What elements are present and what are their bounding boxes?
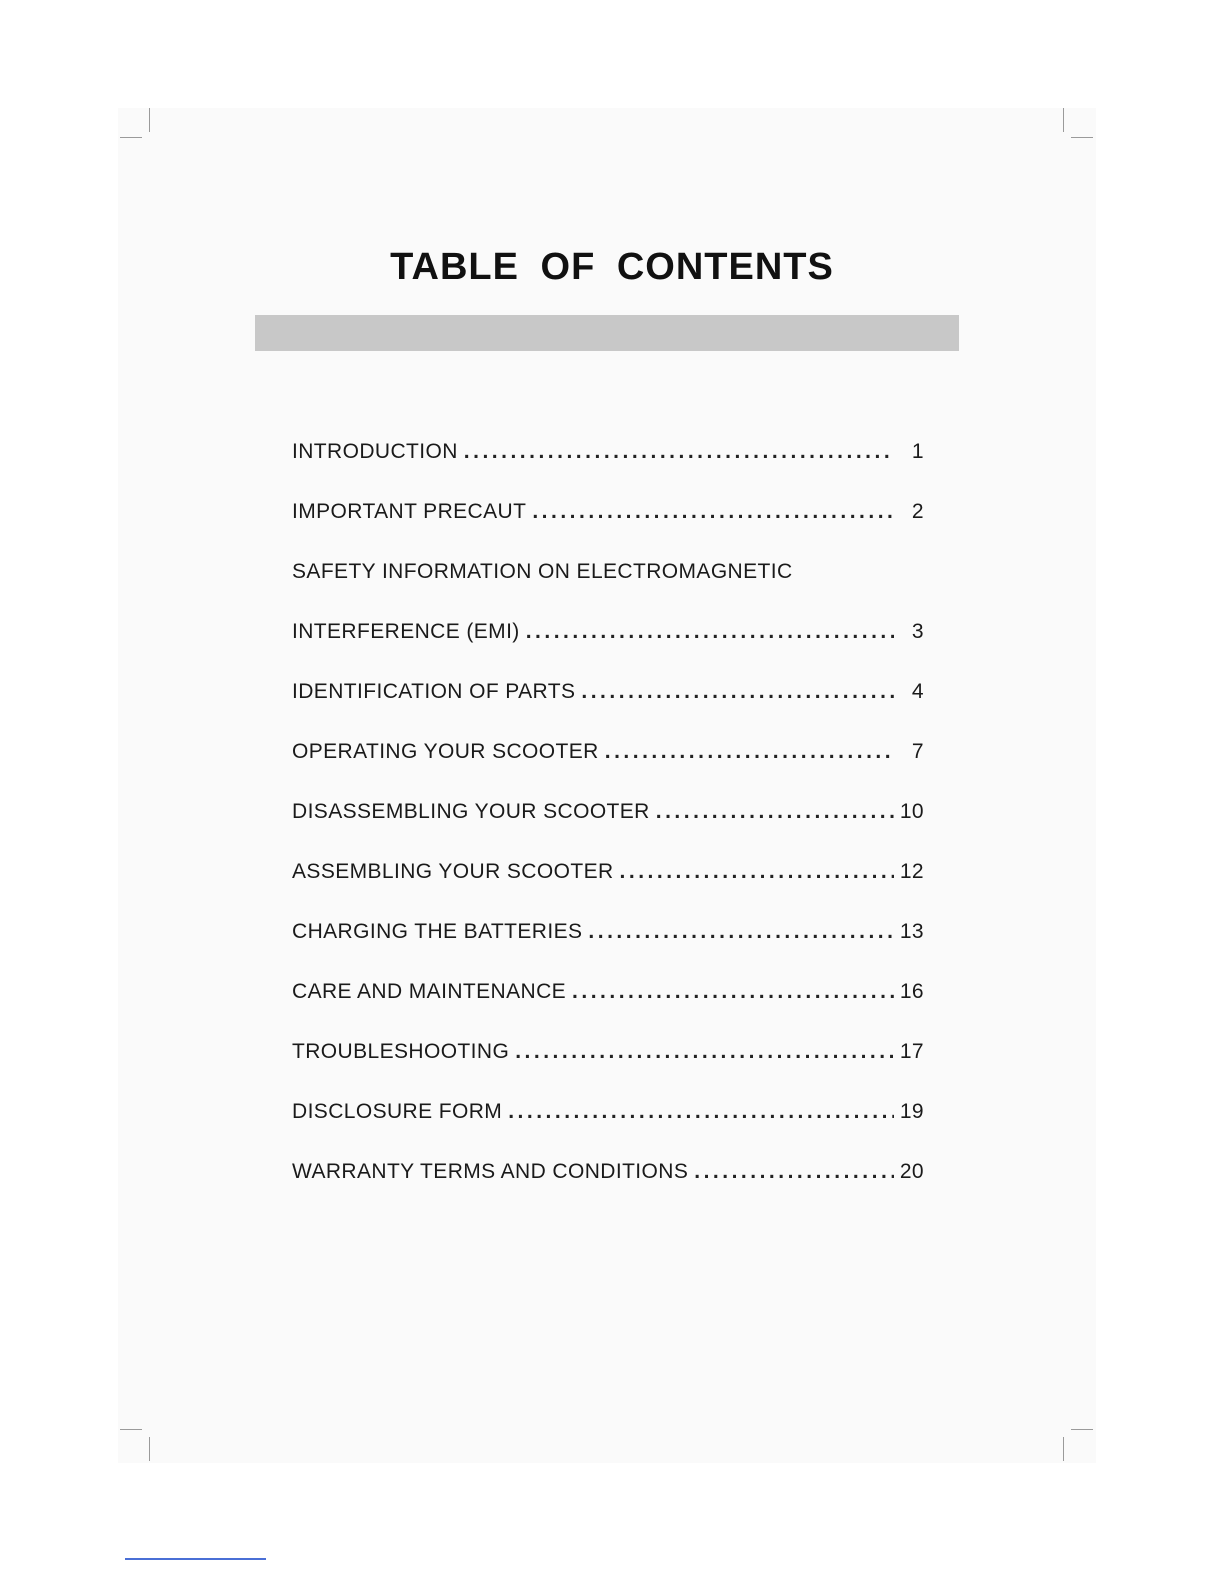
toc-entry[interactable]	[292, 500, 924, 560]
toc-dot-leader	[532, 500, 894, 524]
toc-entry[interactable]	[292, 1160, 924, 1220]
toc-entry-label: DISCLOSURE FORM	[292, 1100, 503, 1123]
toc-entry[interactable]	[292, 620, 924, 680]
toc-entry-page: 3	[911, 620, 924, 643]
title-divider-bar	[255, 315, 959, 351]
toc-entry[interactable]	[292, 560, 924, 620]
toc-entry-page: 2	[911, 500, 924, 523]
toc-entry-page: 10	[899, 800, 924, 823]
toc-entry-page: 17	[899, 1040, 924, 1063]
toc-entry-label: CHARGING THE BATTERIES	[292, 920, 583, 943]
toc-entry[interactable]	[292, 920, 924, 980]
toc-entry[interactable]	[292, 740, 924, 800]
toc-entry-label: SAFETY INFORMATION ON ELECTROMAGNETIC	[292, 560, 793, 583]
crop-mark-bottom-right	[1071, 1429, 1093, 1430]
crop-mark-bottom-left	[149, 1437, 150, 1461]
toc-entry-label: CARE AND MAINTENANCE	[292, 980, 567, 1003]
toc-entry-label: OPERATING YOUR SCOOTER	[292, 740, 599, 763]
crop-mark-top-left	[120, 137, 142, 138]
toc-entry-page: 4	[911, 680, 924, 703]
toc-entry-page: 12	[899, 860, 924, 883]
toc-entry[interactable]	[292, 1100, 924, 1160]
toc-entry-label: ASSEMBLING YOUR SCOOTER	[292, 860, 614, 883]
crop-mark-bottom-left	[120, 1429, 142, 1430]
toc-entry-page: 16	[899, 980, 924, 1003]
toc-dot-leader	[464, 440, 894, 464]
crop-mark-top-left	[149, 108, 150, 132]
table-of-contents	[292, 440, 924, 1220]
toc-entry-label: IDENTIFICATION OF PARTS	[292, 680, 576, 703]
toc-entry-label: INTERFERENCE (EMI)	[292, 620, 520, 643]
page-title: TABLE OF CONTENTS	[390, 246, 834, 288]
crop-mark-bottom-right	[1063, 1437, 1064, 1461]
toc-dot-leader	[694, 1160, 894, 1184]
toc-dot-leader	[508, 1100, 894, 1124]
toc-entry-label: TROUBLESHOOTING	[292, 1040, 510, 1063]
toc-entry[interactable]	[292, 800, 924, 860]
toc-entry[interactable]	[292, 1040, 924, 1100]
toc-dot-leader	[620, 860, 894, 884]
toc-entry-page: 20	[899, 1160, 924, 1183]
toc-dot-leader	[581, 680, 894, 704]
toc-dot-leader	[515, 1040, 894, 1064]
toc-entry[interactable]	[292, 860, 924, 920]
toc-entry[interactable]	[292, 680, 924, 740]
toc-dot-leader	[656, 800, 894, 824]
toc-entry-label: IMPORTANT PRECAUT	[292, 500, 527, 523]
toc-dot-leader	[572, 980, 894, 1004]
toc-entry[interactable]	[292, 440, 924, 500]
toc-entry-label: WARRANTY TERMS AND CONDITIONS	[292, 1160, 689, 1183]
toc-entry-page: 7	[911, 740, 924, 763]
toc-entry-page: 13	[899, 920, 924, 943]
toc-dot-leader	[605, 740, 894, 764]
toc-dot-leader	[526, 620, 894, 644]
crop-mark-top-right	[1063, 108, 1064, 132]
toc-entry-label: DISASSEMBLING YOUR SCOOTER	[292, 800, 650, 823]
toc-entry[interactable]	[292, 980, 924, 1040]
toc-entry-label: INTRODUCTION	[292, 440, 458, 463]
footer-link-underline[interactable]	[125, 1558, 266, 1560]
toc-entry-page: 1	[911, 440, 924, 463]
toc-dot-leader	[588, 920, 893, 944]
crop-mark-top-right	[1071, 137, 1093, 138]
toc-entry-page: 19	[899, 1100, 924, 1123]
